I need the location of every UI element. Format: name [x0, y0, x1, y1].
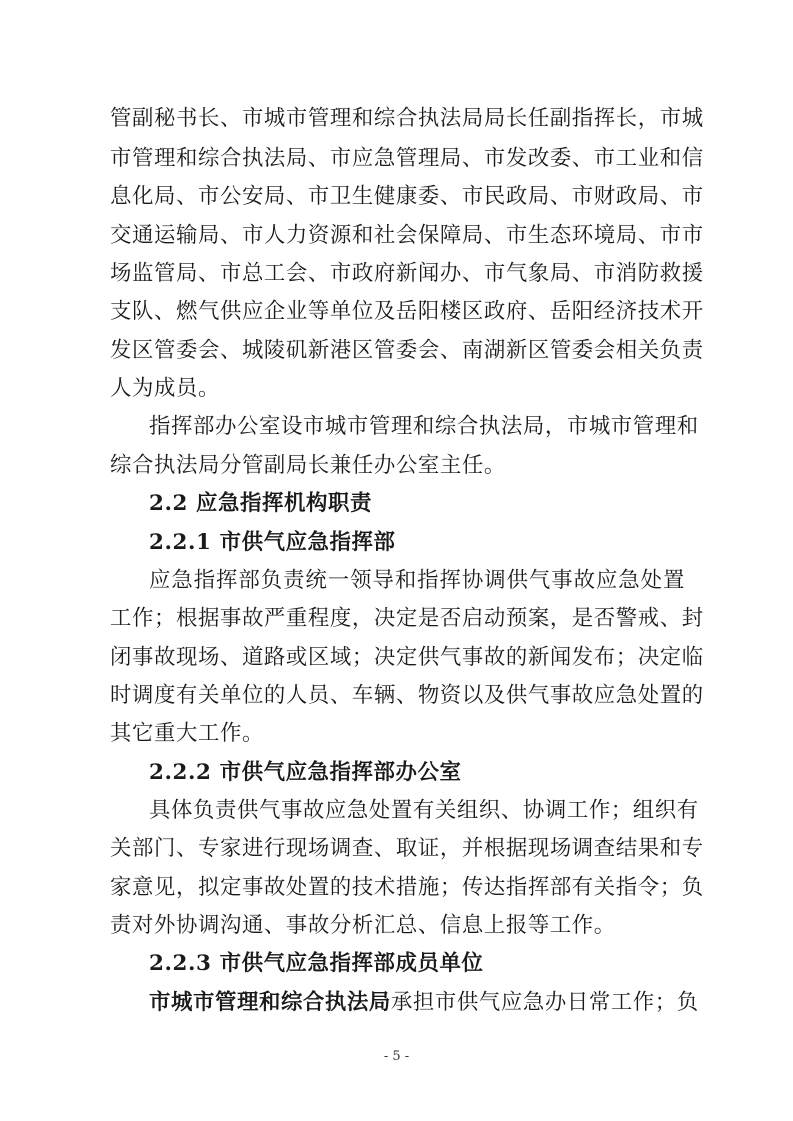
subsection-heading: 2.2.3 市供气应急指挥部成员单位 — [149, 951, 484, 976]
paragraph-line — [149, 990, 699, 1015]
paragraph-line: 其它重大工作。 — [110, 721, 264, 746]
paragraph-line: 指挥部办公室设市城市管理和综合执法局，市城市管理和 — [149, 414, 699, 439]
paragraph-line: 时调度有关单位的人员、车辆、物资以及供气事故应急处置的 — [110, 683, 704, 708]
paragraph-line: 责对外协调沟通、事故分析汇总、信息上报等工作。 — [110, 913, 616, 938]
paragraph-line: 交通运输局、市人力资源和社会保障局、市生态环境局、市市 — [110, 223, 704, 248]
paragraph-line: 工作；根据事故严重程度，决定是否启动预案，是否警戒、封 — [110, 606, 704, 631]
paragraph-line-rest: 承担市供气应急办日常工作；负 — [390, 990, 699, 1015]
paragraph-line: 息化局、市公安局、市卫生健康委、市民政局、市财政局、市 — [110, 184, 704, 209]
subsection-heading: 2.2.2 市供气应急指挥部办公室 — [149, 760, 462, 785]
paragraph-line: 支队、燃气供应企业等单位及岳阳楼区政府、岳阳经济技术开 — [110, 299, 704, 324]
paragraph-line: 综合执法局分管副局长兼任办公室主任。 — [110, 453, 506, 478]
paragraph-line: 管副秘书长、市城市管理和综合执法局局长任副指挥长，市城 — [110, 106, 704, 131]
page-number: - 5 - — [383, 1049, 410, 1064]
bold-entity-name: 市城市管理和综合执法局 — [149, 990, 391, 1015]
paragraph-line: 场监管局、市总工会、市政府新闻办、市气象局、市消防救援 — [110, 261, 704, 286]
paragraph-line: 具体负责供气事故应急处置有关组织、协调工作；组织有 — [149, 798, 699, 823]
paragraph-line: 家意见，拟定事故处置的技术措施；传达指挥部有关指令；负 — [110, 875, 704, 900]
paragraph-line: 发区管委会、城陵矶新港区管委会、南湖新区管委会相关负责 — [110, 338, 704, 363]
paragraph-line: 应急指挥部负责统一领导和指挥协调供气事故应急处置 — [149, 568, 685, 593]
paragraph-line: 闭事故现场、道路或区域；决定供气事故的新闻发布；决定临 — [110, 645, 704, 670]
paragraph-line: 市管理和综合执法局、市应急管理局、市发改委、市工业和信 — [110, 146, 704, 171]
paragraph-line: 人为成员。 — [110, 376, 220, 401]
section-heading: 2.2 应急指挥机构职责 — [149, 491, 372, 516]
paragraph-line: 关部门、专家进行现场调查、取证，并根据现场调查结果和专 — [110, 836, 704, 861]
subsection-heading: 2.2.1 市供气应急指挥部 — [149, 530, 396, 555]
